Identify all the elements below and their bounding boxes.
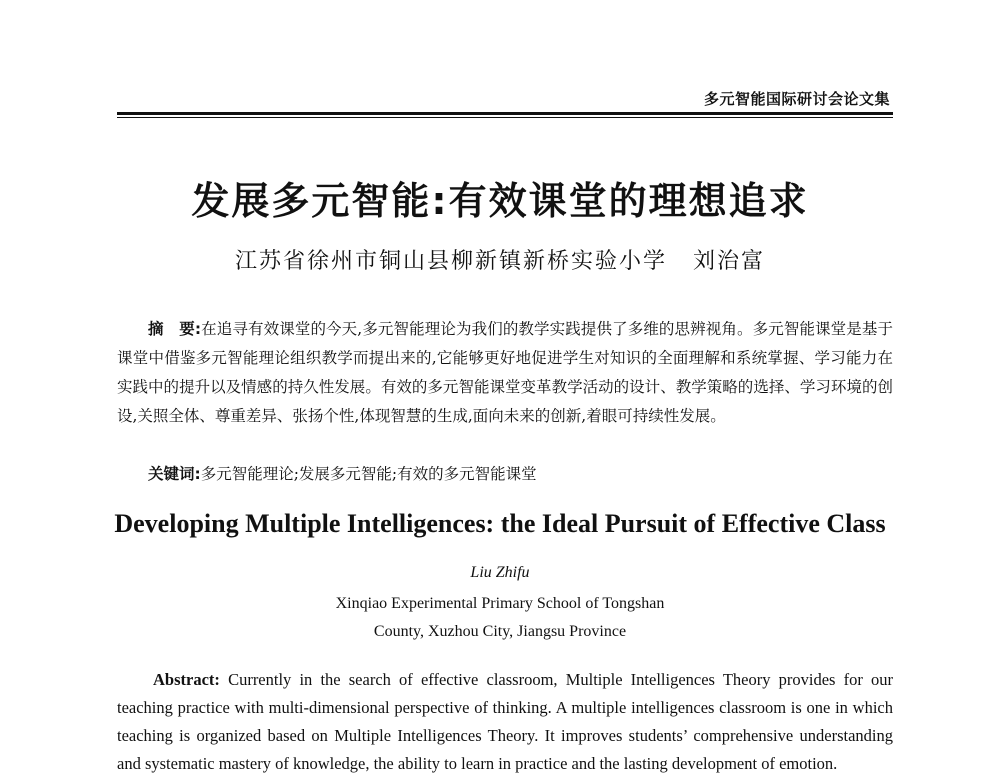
english-title: Developing Multiple Intelligences: the Ideal Pursuit of Effective Class (114, 509, 886, 538)
chinese-author-name: 刘治富 (693, 249, 766, 274)
chinese-author-line (0, 244, 1000, 275)
chinese-keywords-label: 关键词: (148, 465, 201, 483)
english-affiliation-line1: Xinqiao Experimental Primary School of Tongshan (335, 595, 665, 612)
english-abstract (117, 666, 893, 778)
chinese-abstract-text: 在追寻有效课堂的今天,多元智能理论为我们的教学实践提供了多维的思辨视角。多元智能课堂是基于课堂中借鉴多元智能理论组织教学而提出来的,它能够更好地促进学生对知识的全面理解和系统掌握、学习能力在实践中的提升以及情感的持久性发展。有效的多元智能课堂变革教学活动的设计、教学策略的选择、学习环境的创设,关照全体、尊重差异、张扬个性,体现智慧的生成,面向未来的创新,着眼可持续性发展。 (117, 320, 894, 425)
english-affiliation-line2: County, Xuzhou City, Jiangsu Province (373, 623, 627, 640)
chinese-author-affiliation: 江苏省徐州市铜山县柳新镇新桥实验小学 (234, 249, 667, 274)
header-rule-thick (117, 112, 893, 115)
english-abstract-label: Abstract: (153, 670, 220, 689)
english-affiliation (0, 590, 1000, 646)
header-rule-thin (117, 117, 893, 118)
chinese-abstract-label: 摘 要: (148, 320, 202, 338)
chinese-keywords (117, 460, 893, 489)
running-header: 多元智能国际研讨会论文集 (703, 90, 890, 108)
chinese-abstract (117, 315, 893, 431)
english-abstract-text: Currently in the search of effective classroom, Multiple Intelligences Theory provides for our teaching practice with multi-dimensional perspective of thinking. A multiple intelligences classroom is one in which teaching is organized based on Multiple Intelligences Theory. It improves students’ comprehensive understanding and systematic mastery of knowledge, the ability to learn in practice and the lasting development of emotion. (117, 670, 893, 773)
chinese-title: 发展多元智能:有效课堂的理想追求 (191, 179, 809, 223)
chinese-keywords-text: 多元智能理论;发展多元智能;有效的多元智能课堂 (200, 465, 537, 483)
english-author: Liu Zhifu (470, 564, 530, 581)
